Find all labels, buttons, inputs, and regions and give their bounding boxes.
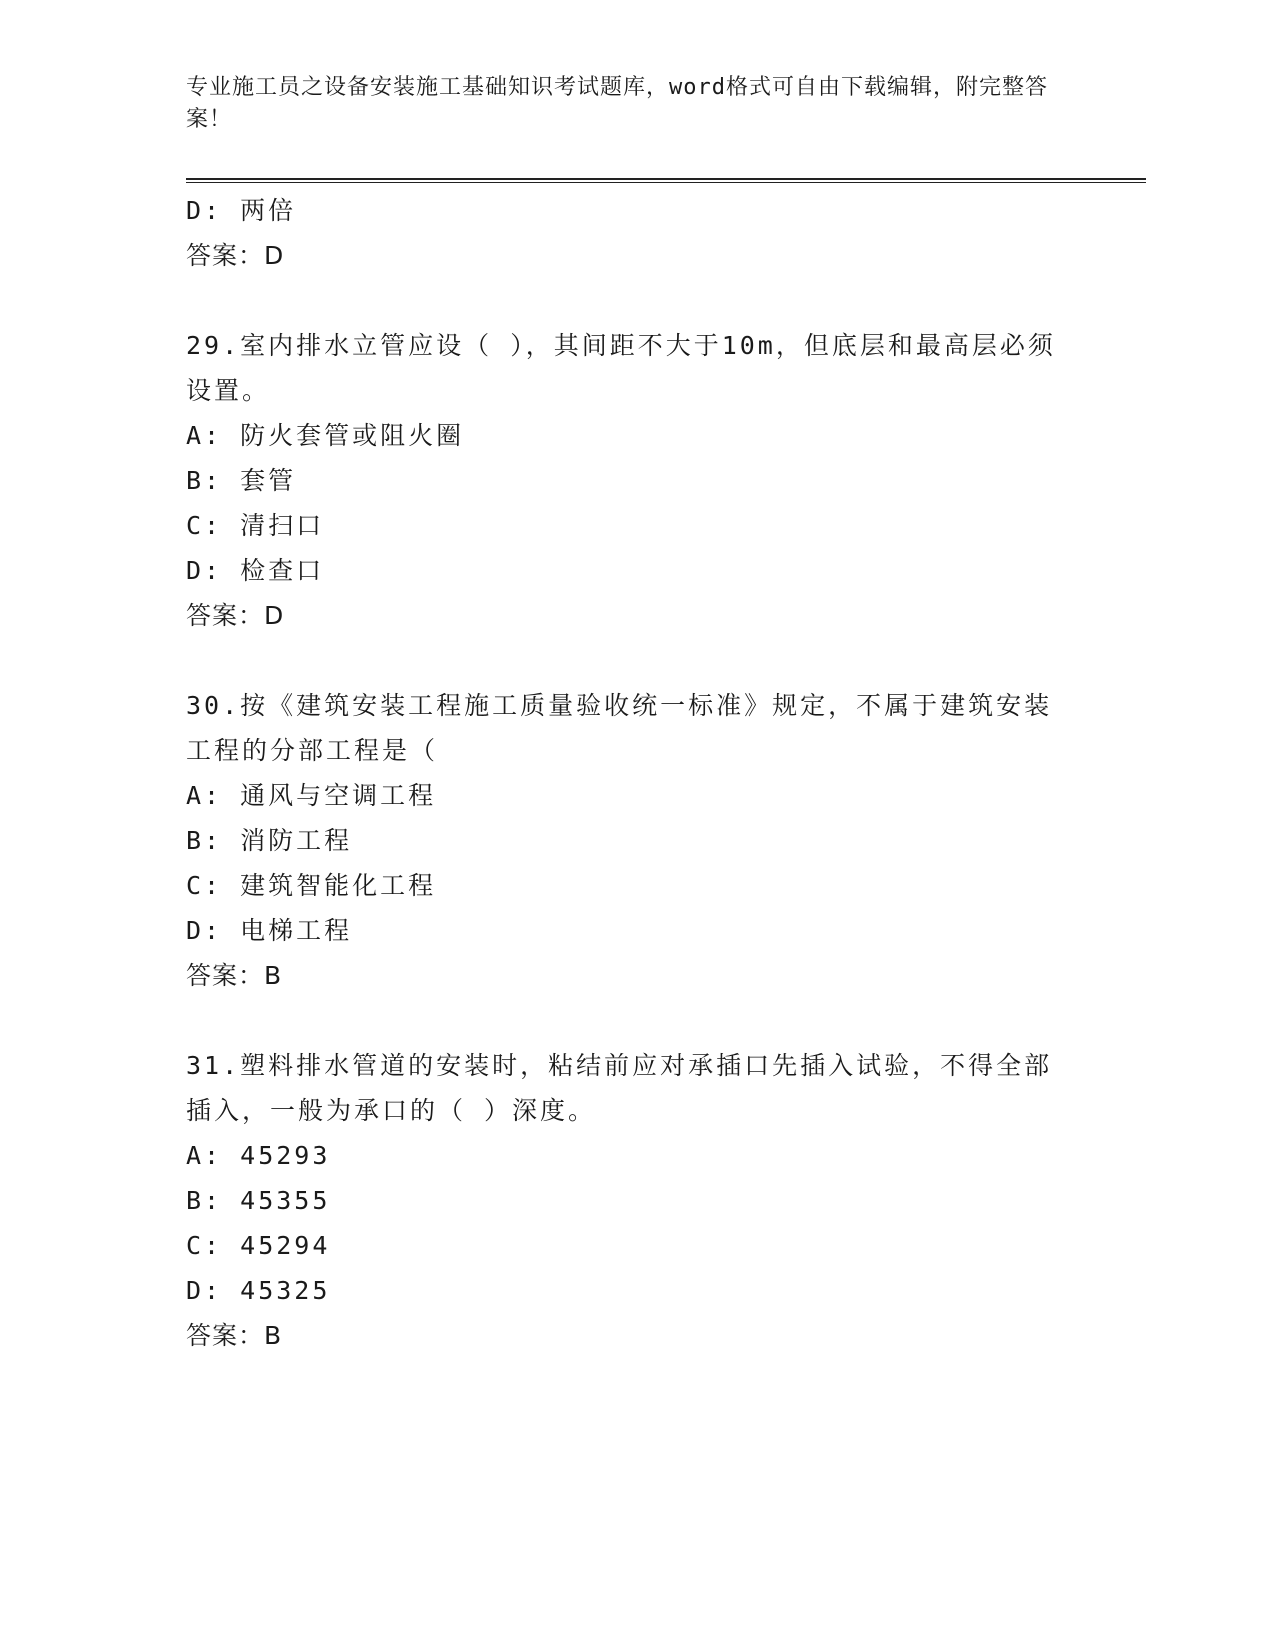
option-d: D: 检查口 bbox=[186, 556, 325, 585]
document-header: 专业施工员之设备安装施工基础知识考试题库，word格式可自由下载编辑，附完整答案！ bbox=[186, 75, 1048, 132]
option-b: B: 45355 bbox=[186, 1186, 331, 1215]
document-body bbox=[186, 188, 1086, 1358]
question-text-line: 设置。 bbox=[186, 376, 271, 405]
question-text-line: 31.塑料排水管道的安装时，粘结前应对承插口先插入试验，不得全部 bbox=[186, 1051, 1053, 1080]
option-d: D: 45325 bbox=[186, 1276, 331, 1305]
answer-line: 答案：B bbox=[186, 961, 283, 990]
option-c: C: 45294 bbox=[186, 1231, 331, 1260]
question-block bbox=[186, 1043, 1086, 1358]
option-b: B: 消防工程 bbox=[186, 826, 353, 855]
spacer bbox=[186, 278, 1086, 323]
question-text-line: 29.室内排水立管应设（ ），其间距不大于10m，但底层和最高层必须 bbox=[186, 331, 1056, 360]
question-block bbox=[186, 323, 1086, 683]
header-divider bbox=[186, 178, 1146, 180]
answer-line: 答案：D bbox=[186, 241, 285, 270]
option-b: B: 套管 bbox=[186, 466, 297, 495]
option-a: A: 通风与空调工程 bbox=[186, 781, 437, 810]
question-text-line: 30.按《建筑安装工程施工质量验收统一标准》规定，不属于建筑安装 bbox=[186, 691, 1053, 720]
option-a: A: 45293 bbox=[186, 1141, 331, 1170]
question-text-line: 插入，一般为承口的（ ）深度。 bbox=[186, 1096, 597, 1125]
spacer bbox=[186, 638, 1086, 683]
header-divider-thin bbox=[186, 182, 1146, 183]
option-d: D: 两倍 bbox=[186, 196, 297, 225]
question-text-line: 工程的分部工程是（ bbox=[186, 736, 439, 765]
option-c: C: 建筑智能化工程 bbox=[186, 871, 437, 900]
option-c: C: 清扫口 bbox=[186, 511, 325, 540]
question-block bbox=[186, 683, 1086, 1043]
answer-line: 答案：B bbox=[186, 1321, 283, 1350]
option-d: D: 电梯工程 bbox=[186, 916, 353, 945]
option-a: A: 防火套管或阻火圈 bbox=[186, 421, 465, 450]
spacer bbox=[186, 998, 1086, 1043]
answer-line: 答案：D bbox=[186, 601, 285, 630]
